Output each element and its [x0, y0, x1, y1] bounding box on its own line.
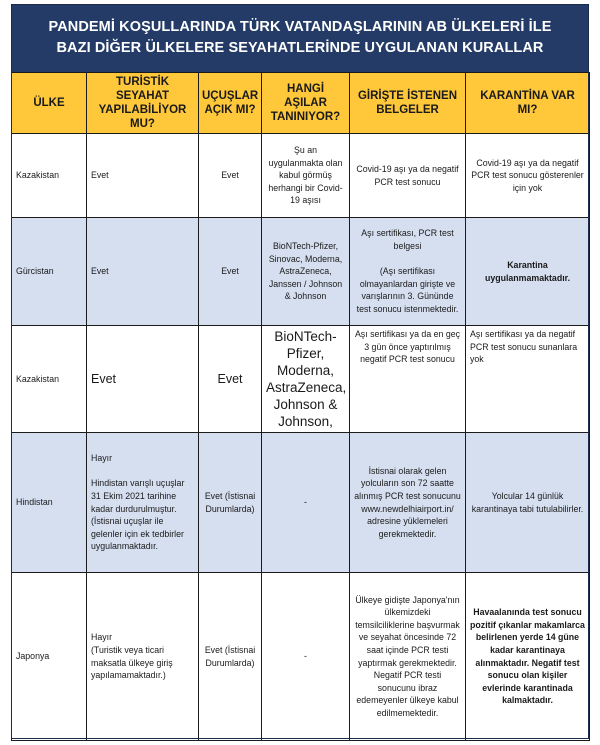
cell-country: Japonya	[12, 573, 87, 741]
cell-flights: Evet	[199, 218, 262, 326]
cell-tourist: Hayır Hindistan varışlı uçuşlar 31 Ekim 2021 tarihine kadar durdurulmuştur. (İstisnai uçuşlar ile gelenler için ek tedbirler uygulanmaktadır.	[87, 433, 199, 573]
page-border	[11, 4, 589, 739]
cell-documents: Ülkeye gidişte Japonya'nın ülkemizdeki temsilciliklerine başvurmak ve seyahat öncesinde 72 saat içinde PCR testi yaptırmak gerekmektedir. Negatif PCR testi sonucunu ibraz edemeyenler ülkeye kabul edilmemektedir.	[350, 573, 466, 741]
cell-quarantine: Aşı sertifikası ya da negatif PCR test sonucu sunanlara yok	[466, 326, 590, 433]
cell-documents: Aşı sertifikası ya da en geç 3 gün önce yaptırılmış negatif PCR test sonucu	[350, 326, 466, 433]
title-line-1: PANDEMİ KOŞULLARINDA TÜRK VATANDAŞLARININ AB ÜLKELERİ İLE	[48, 19, 552, 35]
cell-quarantine: Karantina uygulanmamaktadır.	[466, 218, 590, 326]
cell-vaccines: -	[262, 433, 350, 573]
cell-country: Hindistan	[12, 433, 87, 573]
header-documents: GİRİŞTE İSTENEN BELGELER	[350, 73, 466, 134]
cell-tourist: Hayır (Turistik veya ticari maksatla ülkeye giriş yapılamamaktadır.)	[87, 573, 199, 741]
cell-flights: Evet (İstisnai Durumlarda)	[199, 433, 262, 573]
cell-documents: Aşı sertifikası, PCR test belgesi (Aşı sertifikası olmayanlardan girişte ve varışlarının 3. Gününde test sonucu istenmektedir.	[350, 218, 466, 326]
cell-tourist: Evet	[87, 326, 199, 433]
cell-quarantine: Havaalanında test sonucu pozitif çıkanlar makamlarca belirlenen yerde 14 güne kadar karantinaya alınmaktadır. Negatif test sonucu olan kişiler evlerinde karantinada kalmaktadır.	[466, 573, 590, 741]
title-line-2: BAZI DİĞER ÜLKELERE SEYAHATLERİNDE UYGULANAN KURALLAR	[56, 40, 544, 56]
cell-country: Kazakistan	[12, 134, 87, 218]
header-country: ÜLKE	[12, 73, 87, 134]
cell-tourist: Evet	[87, 134, 199, 218]
cell-flights: Evet	[199, 134, 262, 218]
cell-tourist: Evet	[87, 218, 199, 326]
header-vaccines: HANGİ AŞILAR TANINIYOR?	[262, 73, 350, 134]
cell-country: Gürcistan	[12, 218, 87, 326]
cell-quarantine: Yolcular 14 günlük karantinaya tabi tutulabilirler.	[466, 433, 590, 573]
cell-documents: İstisnai olarak gelen yolcuların son 72 saatte alınmış PCR test sonucunu www.newdelhiairport.in/ adresine yüklemeleri gerekmektedir.	[350, 433, 466, 573]
cell-vaccines: BioNTech-Pfizer, Moderna, AstraZeneca, Johnson & Johnson,	[262, 326, 350, 433]
header-flights: UÇUŞLAR AÇIK MI?	[199, 73, 262, 134]
cell-flights: Evet (İstisnai Durumlarda)	[199, 573, 262, 741]
header-tourist: TURİSTİK SEYAHAT YAPILABİLİYOR MU?	[87, 73, 199, 134]
cell-vaccines: Şu an uygulanmakta olan kabul görmüş herhangi bir Covid-19 aşısı	[262, 134, 350, 218]
header-quarantine: KARANTİNA VAR MI?	[466, 73, 590, 134]
cell-vaccines: BioNTech-Pfizer, Sinovac, Moderna, AstraZeneca, Janssen / Johnson & Johnson	[262, 218, 350, 326]
cell-country: Kazakistan	[12, 326, 87, 433]
cell-vaccines: -	[262, 573, 350, 741]
cell-documents: Covid-19 aşı ya da negatif PCR test sonucu	[350, 134, 466, 218]
cell-quarantine: Covid-19 aşı ya da negatif PCR test sonucu gösterenler için yok	[466, 134, 590, 218]
cell-flights: Evet	[199, 326, 262, 433]
